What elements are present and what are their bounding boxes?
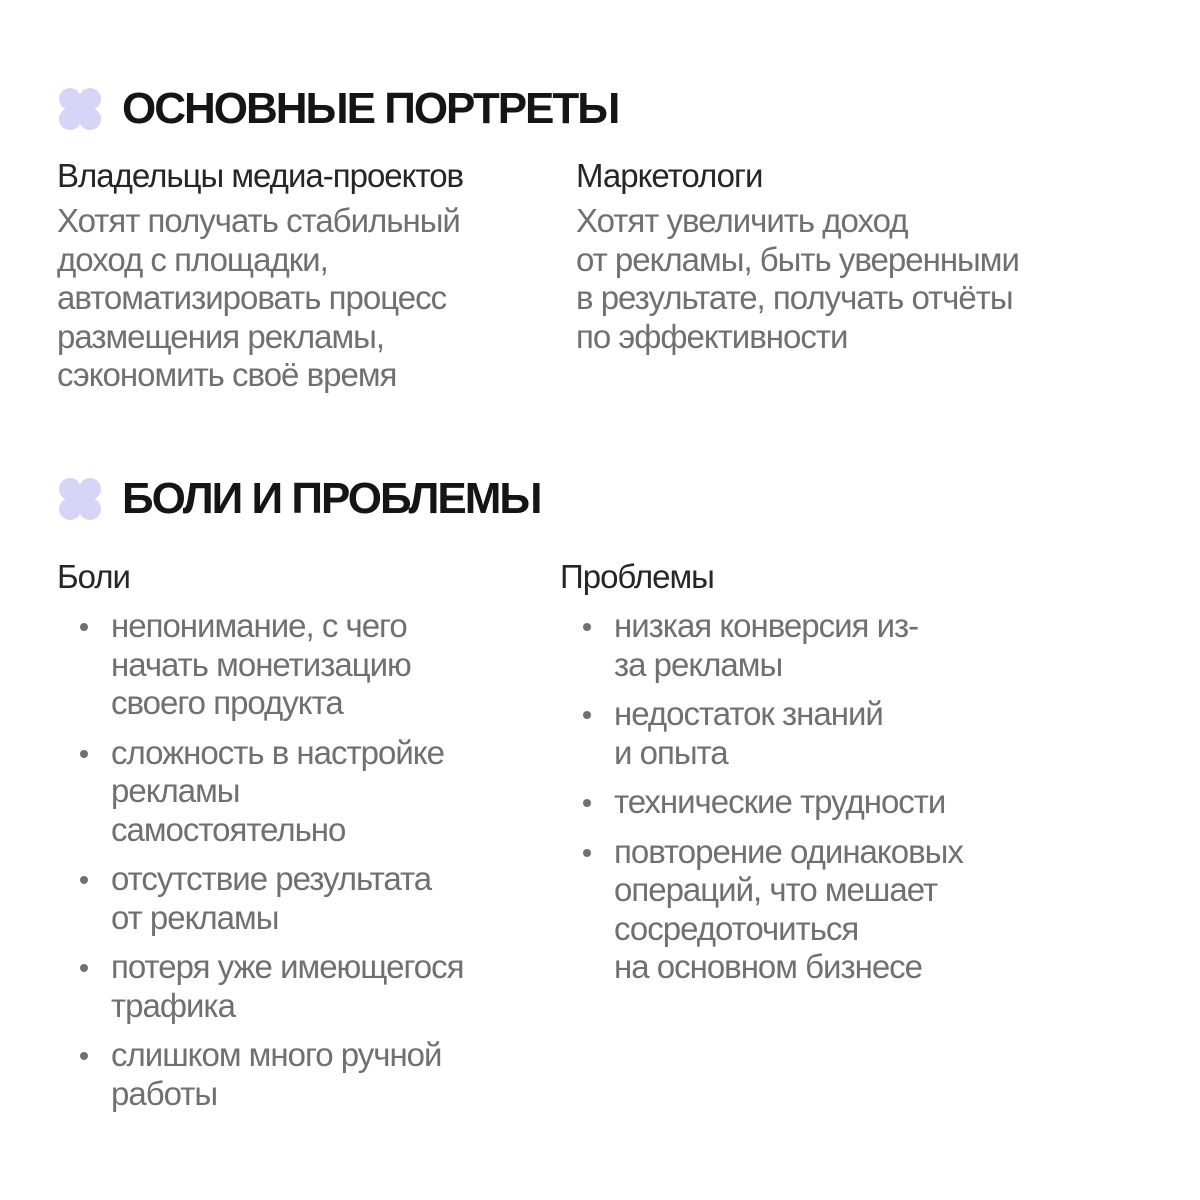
list-item-text: технические трудности [614, 783, 946, 820]
portraits-left-column [57, 156, 547, 395]
portraits-right-column [576, 156, 1136, 356]
bullet-icon [80, 876, 88, 884]
portraits-section-header [56, 84, 618, 134]
problems-right-column [560, 557, 1120, 998]
list-item-text: слишком много ручной работы [111, 1036, 442, 1112]
pains-section-header [56, 474, 540, 524]
portrait-text-marketers: Хотят увеличить доход от рекламы, быть уверенными в результате, получать отчёты по эффективности [576, 202, 1019, 355]
list-item-text: низкая конверсия из- за рекламы [614, 607, 919, 683]
portrait-heading-marketers: Маркетологи [576, 157, 763, 194]
list-item-text: сложность в настройке рекламы самостоятельно [111, 733, 444, 848]
list-item [57, 1036, 537, 1113]
pains-list [57, 607, 537, 1113]
flower-icon [56, 475, 104, 523]
bullet-icon [80, 750, 88, 758]
problems-list [560, 607, 1120, 987]
bullet-icon [80, 964, 88, 972]
pains-left-column [57, 557, 537, 1124]
list-item-text: отсутствие результата от рекламы [111, 860, 432, 936]
bullet-icon [583, 623, 591, 631]
bullet-icon [583, 849, 591, 857]
list-item [57, 734, 537, 850]
pains-title: БОЛИ И ПРОБЛЕМЫ [122, 474, 541, 523]
list-item [560, 833, 1120, 987]
pains-heading: Боли [57, 558, 130, 595]
bullet-icon [583, 711, 591, 719]
problems-heading: Проблемы [560, 558, 714, 595]
portrait-heading-media-owners: Владельцы медиа-проектов [57, 157, 464, 194]
list-item-text: недостаток знаний и опыта [614, 695, 883, 771]
list-item-text: потеря уже имеющегося трафика [111, 948, 464, 1024]
bullet-icon [80, 1052, 88, 1060]
portraits-title: ОСНОВНЫЕ ПОРТРЕТЫ [122, 84, 619, 133]
bullet-icon [80, 623, 88, 631]
list-item [57, 860, 537, 937]
bullet-icon [583, 799, 591, 807]
list-item-text: повторение одинаковых операций, что мешает сосредоточиться на основном бизнесе [614, 832, 963, 985]
portrait-text-media-owners: Хотят получать стабильный доход с площадки, автоматизировать процесс размещения рекламы, сэкономить своё время [57, 202, 460, 393]
list-item [560, 695, 1120, 772]
flower-icon [56, 85, 104, 133]
list-item [560, 783, 1120, 822]
list-item [560, 607, 1120, 684]
list-item-text: непонимание, с чего начать монетизацию своего продукта [111, 607, 411, 721]
list-item [57, 948, 537, 1025]
list-item [57, 607, 537, 723]
